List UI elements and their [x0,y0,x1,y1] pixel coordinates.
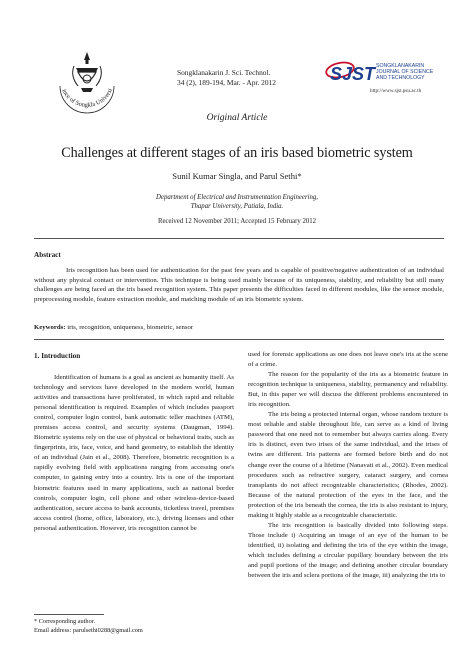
intro-paragraph-3: The iris being a protected internal organ, whose random texture is most reliable and stable throughout life, can serve as a kind of living password that one need not to remember but always carries along. Every iris is distinct, even two irises of the same individual, and the irises of twins are different. Iris patterns are formed before birth and do not change over the course of a lifetime (Nanavati et al., 2002). Even medical procedures such as refractive surgery, cataract surgery, and cornea transplants do not affect recognizable characteristics; (Rhodes, 2002). Because of the natural protection of the eyes in the face, and the protection of the iris beneath the cornea, the iris is also resistant to injury, making it highly stable as a recognizable characteristic. [248,411,448,519]
sjst-name-line1: SONGKLANAKARIN [376,63,425,69]
abstract-divider [34,339,444,340]
section-heading-introduction: 1. Introduction [34,352,81,360]
abstract-heading: Abstract [34,251,61,259]
sjst-name-line3: AND TECHNOLOGY [376,75,425,81]
received-accepted-dates: Received 12 November 2011; Accepted 15 February 2012 [157,218,317,225]
right-column [248,350,448,581]
top-divider [34,238,444,239]
footnote-divider [34,614,104,615]
affiliation [0,193,474,211]
journal-ref-line1: Songklanakarin J. Sci. Technol. [177,68,271,77]
paper-title: Challenges at different stages of an iris based biometric system [61,145,413,161]
keywords-label: Keywords: [34,324,66,331]
footnote [34,617,143,635]
intro-paragraph-1-continued: used for forensic applications as one does not leave one's iris at the scene of a crime. [248,351,448,369]
article-type: Original Article [206,113,268,123]
intro-paragraph-2: The reason for the popularity of the iris as a biometric feature in recognition technique is uniqueness, stability, permanency and reliability. But, in this paper we will discuss the different problems encountered in iris recognition. [248,371,448,409]
affiliation-line1: Department of Electrical and Instrumentation Engineering, [156,194,318,201]
journal-ref-line2: 34 (2), 189-194, Mar. - Apr. 2012 [177,78,276,87]
keywords-text: iris, recognition, uniqueness, biometric, sensor [67,324,194,331]
sjst-url: http://www.sjst.psu.ac.th [370,88,422,94]
intro-paragraph-4: The iris recognition is basically divided into following steps. Those include i) Acquiring an image of an eye of the human to be identified, ii) isolating and defining the iris of the eye within the image, which includes defining a circular pupillary boundary between the iris and pupil portions of the image; and defining another circular boundary between the iris and sclera portions of the image, iii) analyzing the iris to [248,521,448,580]
sjst-name-line2: JOURNAL OF SCIENCE [376,69,434,75]
svg-text:Prince of Songkla University: ince of Songkla Universi [60,87,115,109]
left-column [34,373,234,534]
intro-paragraph-1: Identification of humans is a goal as ancient as humanity itself. As technology and services have developed in the modern world, human activities and transactions have proliferated, in which rapid and reliable personal identification is required. Examples of which includes passport control, computer login control, bank automatic teller machines (ATM), premises access control, and security systems (Daugman, 1994). Biometric systems rely on the use of physical or behavioral traits, such as fingerprints, iris, face, voice, and hand geometry, to establish the identity of an individual (Jain et al., 2008). Therefore, biometric recognition is a rapidly evolving field with applications ranging from accessing one's computer, to gaining entry into a country. Iris is one of the important biometric features used in many applications, such as national border controls, computer login, cell phone and other wireless-device-based authentication, secure access to bank accounts, ticketless travel, premises access control (home, office, laboratory, etc.), driving licenses and other personal authentication. However, iris recognition cannot be [34,374,234,532]
affiliation-line2: Thapar University, Patiala, India. [190,203,284,210]
footnote-email: Email address: parulsethi0288@gmail.com [34,627,143,634]
abstract-body: Iris recognition has been used for authentication for the past few years and is capable of positive/negative authentication of an individual without any physical contact or intervention. This technique is being used mainly because of its uniqueness, stability, and reliability but still many challenges are being faced an the iris based recognition system. This paper presents the difficulties faced in different modules, like the sensor module, preprocessing module, feature extraction module, and matching module of an iris biometric system. [34,267,444,303]
sjst-logo-letters: SJST [330,64,376,84]
footnote-corresponding: * Corresponding author. [34,618,96,625]
journal-reference [177,68,276,88]
authors: Sunil Kumar Singla, and Parul Sethi* [172,171,302,181]
keywords [34,324,444,331]
